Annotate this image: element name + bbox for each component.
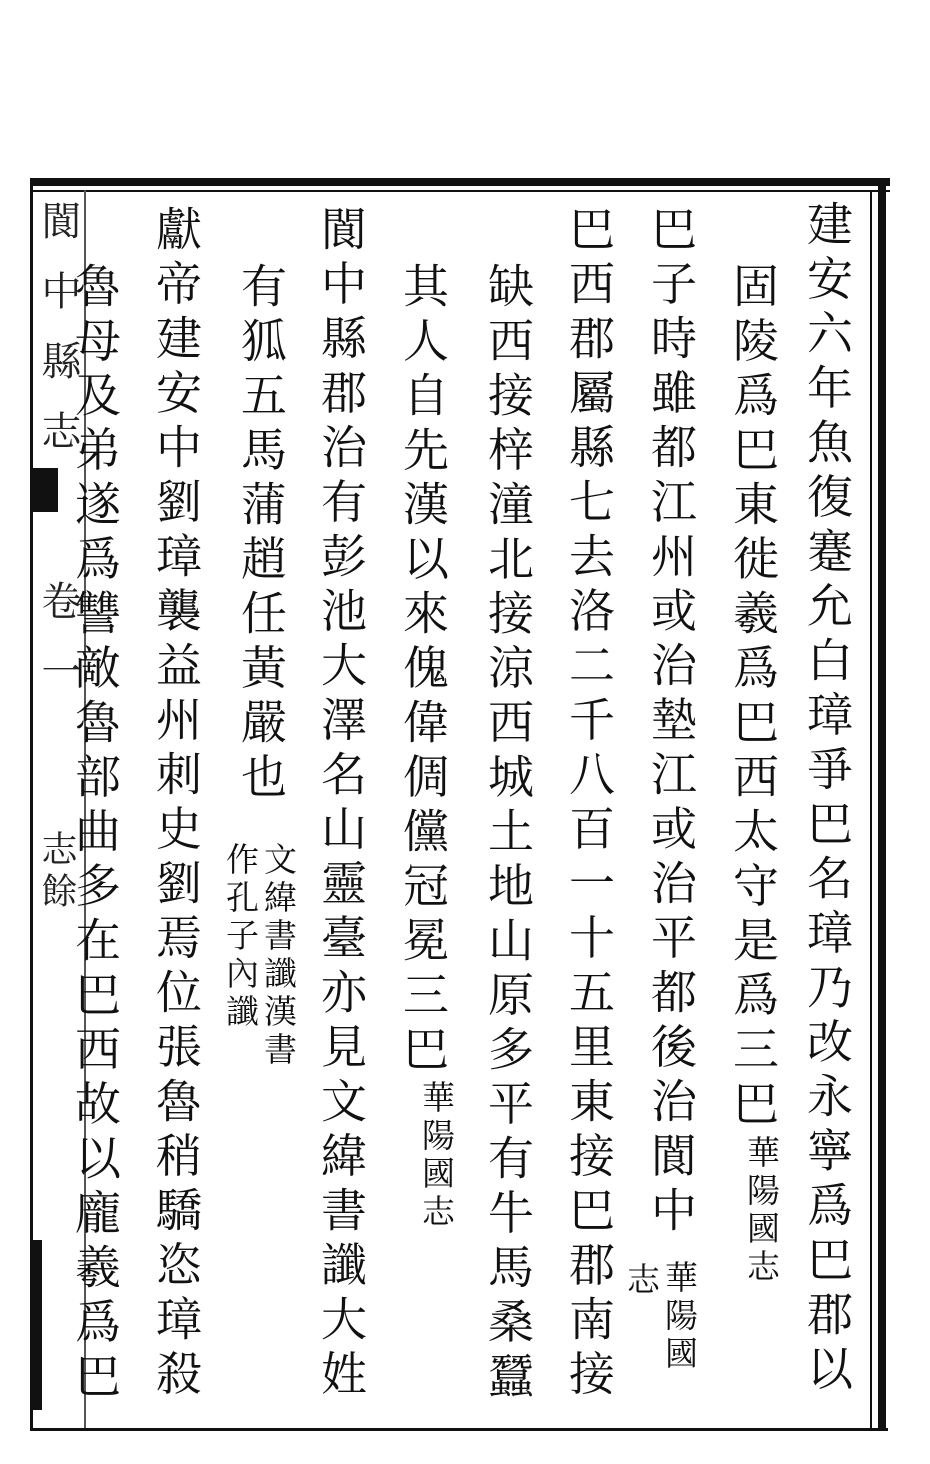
text-column-4: 巴西郡屬縣七去洛二千八百一十五里東接巴郡南接 xyxy=(562,205,616,1404)
frame-border-top xyxy=(30,178,890,186)
annotation-column-8-left: 作孔子內讖 xyxy=(221,842,260,1032)
frame-border-top-inner xyxy=(30,190,890,192)
margin-title: 閬中縣志 xyxy=(35,200,81,480)
annotation-column-8-right: 文緯書讖漢書 xyxy=(259,842,298,1070)
text-column-7: 閬中縣郡治有彭池大澤名山靈臺亦見文緯書讖大姓 xyxy=(314,205,368,1404)
text-column-3: 巴子時雖都江州或治墊江或治平都後治閬中 xyxy=(644,205,698,1241)
frame-border-right xyxy=(878,180,886,1430)
text-column-9: 獻帝建安中劉璋襲益州刺史劉焉位張魯稍驕恣璋殺 xyxy=(149,205,203,1404)
margin-section: 志餘 xyxy=(36,830,77,914)
text-column-5: 缺西接梓潼北接涼西城土地山原多平有牛馬桑蠶 xyxy=(481,262,535,1407)
edge-bar xyxy=(30,1240,42,1410)
text-column-2: 固陵爲巴東徙羲爲巴西太守是爲三巴 xyxy=(726,262,780,1134)
annotation-column-6: 華陽國志 xyxy=(417,1080,456,1232)
text-column-10: 魯母及弟遂爲讐敵魯部曲多在巴西故以龐羲爲巴 xyxy=(68,262,122,1407)
text-column-6: 其人自先漢以來傀偉倜儻冠冕三巴 xyxy=(396,262,450,1080)
text-column-1: 建安六年魚復蹇允白璋爭巴名璋乃改永寧爲巴郡以 xyxy=(800,200,854,1399)
annotation-column-2: 華陽國志 xyxy=(742,1135,781,1287)
annotation-column-3-right: 華陽國 xyxy=(660,1260,699,1374)
frame-border-right-inner xyxy=(870,190,872,1430)
margin-volume: 卷一 xyxy=(35,580,81,720)
annotation-column-3-left: 志 xyxy=(622,1262,661,1300)
text-column-8: 有狐五馬蒲趙任黃嚴也 xyxy=(234,262,288,807)
frame-border-bottom xyxy=(30,1428,888,1431)
